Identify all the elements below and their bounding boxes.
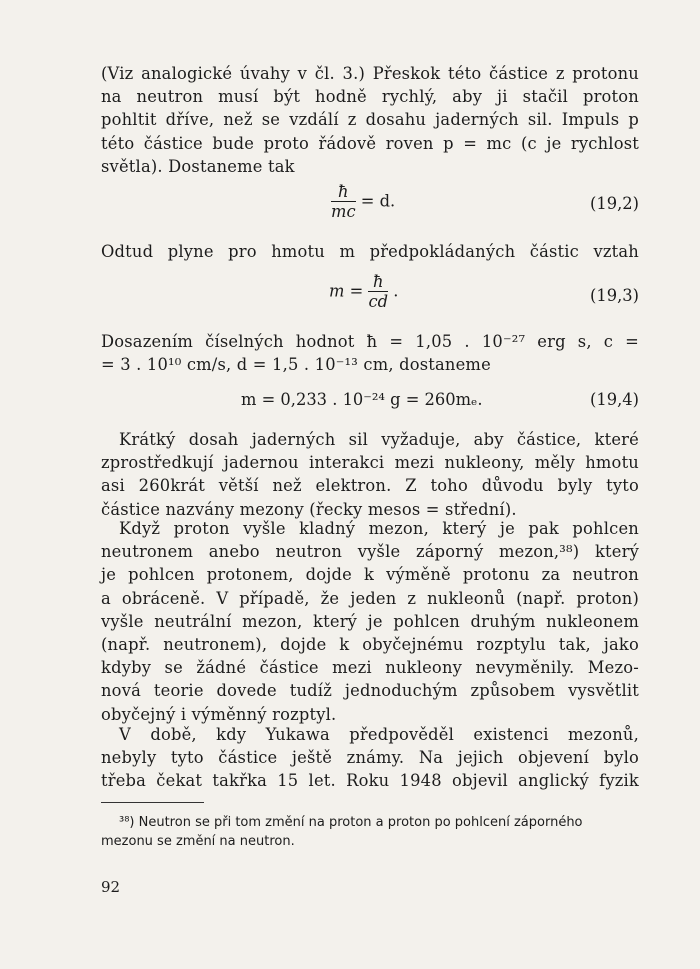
equation-number: (19,4) bbox=[590, 390, 639, 409]
text-line: třeba čekat takřka 15 let. Roku 1948 objevil anglický fyzik bbox=[101, 771, 639, 791]
fraction-numerator: ħ bbox=[368, 272, 388, 292]
equation-rhs: . bbox=[393, 281, 399, 301]
text-line: je pohlcen protonem, dojde k výměně protonu za neutron bbox=[101, 565, 639, 585]
footnote-divider bbox=[101, 802, 204, 803]
equation-rhs: = d. bbox=[360, 191, 396, 211]
paragraph-6 bbox=[101, 723, 639, 793]
text-line: světla). Dostaneme tak bbox=[101, 156, 295, 176]
text-line: vyšle neutrální mezon, který je pohlcen druhým nukleonem bbox=[101, 611, 639, 631]
text-line: nová teorie dovede tudíž jednoduchým způsobem vysvětlit bbox=[101, 681, 639, 701]
equation-19-2 bbox=[101, 182, 639, 234]
text-line: nebyly tyto částice ještě známy. Na jejich objevení bylo bbox=[101, 748, 639, 768]
paragraph-3 bbox=[101, 330, 639, 376]
equation-body: m = 0,233 . 10⁻²⁴ g = 260mₑ. bbox=[241, 390, 483, 409]
text-line: (např. neutronem), dojde k obyčejnému rozptylu tak, jako bbox=[101, 635, 639, 655]
text-line: (Viz analogické úvahy v čl. 3.) Přeskok této částice z protonu bbox=[101, 64, 639, 83]
text-line: V době, kdy Yukawa předpověděl existenci mezonů, bbox=[119, 725, 639, 744]
text-line: Dosazením číselných hodnot ħ = 1,05 . 10⁻²⁷ erg s, c = bbox=[101, 332, 639, 351]
text-line: asi 260krát větší než elektron. Z toho důvodu byly tyto bbox=[101, 476, 639, 496]
paragraph-2 bbox=[101, 240, 639, 263]
text-line: Když proton vyšle kladný mezon, který je pak pohlcen bbox=[119, 519, 639, 538]
paragraph-4 bbox=[101, 428, 639, 521]
text-line: = 3 . 10¹⁰ cm/s, d = 1,5 . 10⁻¹³ cm, dostaneme bbox=[101, 355, 491, 375]
text-line: částice nazvány mezony (řecky mesos = střední). bbox=[101, 499, 517, 519]
equation-19-4 bbox=[101, 390, 639, 416]
fraction bbox=[368, 272, 388, 312]
text-line: a obráceně. V případě, že jeden z nukleonů (např. proton) bbox=[101, 588, 639, 608]
footnote-line: mezonu se změní na neutron. bbox=[101, 833, 295, 849]
fraction-numerator: ħ bbox=[331, 182, 356, 202]
equation-19-3 bbox=[101, 272, 639, 324]
text-line: Krátký dosah jaderných sil vyžaduje, aby částice, které bbox=[119, 430, 639, 449]
text-line: pohltit dříve, než se vzdálí z dosahu jaderných sil. Impuls p bbox=[101, 110, 639, 130]
text-line: zprostředkují jadernou interakci mezi nukleony, měly hmotu bbox=[101, 453, 639, 473]
equation-number: (19,2) bbox=[590, 194, 639, 213]
text-line: této částice bude proto řádově roven p = mc (c je rychlost bbox=[101, 133, 639, 153]
equation-lhs: m = bbox=[329, 281, 364, 301]
fraction bbox=[331, 182, 356, 222]
equation-number: (19,3) bbox=[590, 286, 639, 305]
paragraph-1 bbox=[101, 62, 639, 178]
footnote bbox=[101, 814, 639, 851]
fraction-denominator: mc bbox=[331, 202, 356, 221]
text-line: na neutron musí být hodně rychlý, aby ji stačil proton bbox=[101, 87, 639, 107]
paragraph-5 bbox=[101, 517, 639, 726]
fraction-denominator: cd bbox=[368, 292, 388, 311]
text-line: obyčejný i výměnný rozptyl. bbox=[101, 704, 337, 724]
text-line: neutronem anebo neutron vyšle záporný mezon,³⁸) který bbox=[101, 542, 639, 562]
footnote-line: ³⁸) Neutron se při tom změní na proton a proton po pohlcení záporného bbox=[119, 815, 583, 830]
page-number: 92 bbox=[101, 878, 121, 896]
text-line: Odtud plyne pro hmotu m předpokládaných částic vztah bbox=[101, 242, 639, 261]
text-line: kdyby se žádné částice mezi nukleony nevyměnily. Mezo- bbox=[101, 658, 639, 678]
